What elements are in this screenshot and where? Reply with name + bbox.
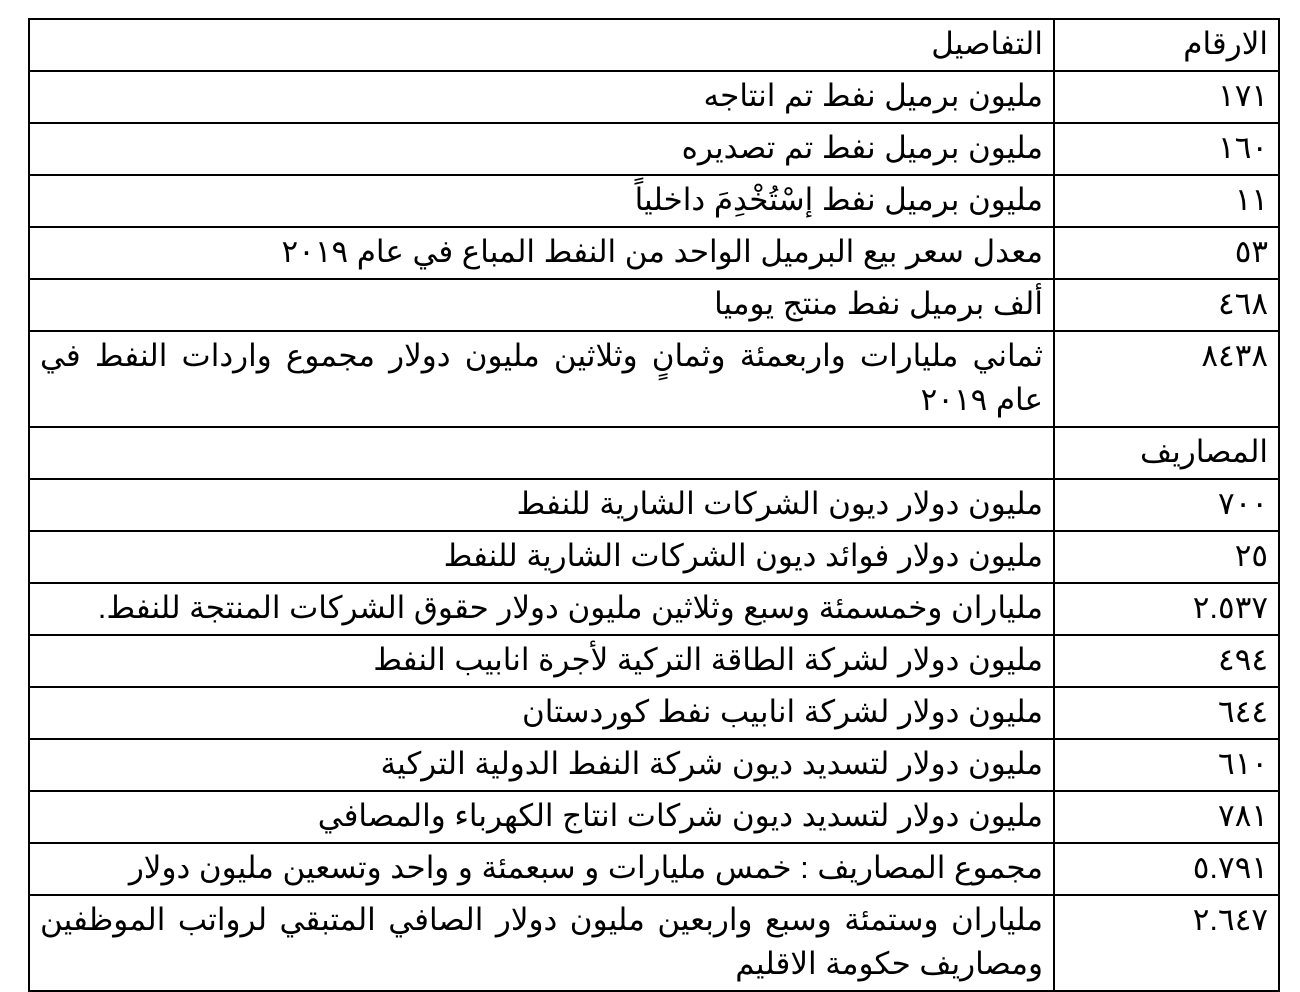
row-detail: مليون دولار لتسديد ديون شركة النفط الدولية التركية (29, 739, 1054, 791)
row-detail: معدل سعر بيع البرميل الواحد من النفط المباع في عام ٢٠١٩ (29, 227, 1054, 279)
row-detail: مليون دولار لتسديد ديون شركات انتاج الكهرباء والمصافي (29, 791, 1054, 843)
table-row (29, 71, 1279, 123)
expenses-label: المصاريف (1054, 427, 1279, 479)
table-row (29, 479, 1279, 531)
row-detail: ملياران وخمسمئة وسبع وثلاثين مليون دولار حقوق الشركات المنتجة للنفط. (29, 583, 1054, 635)
row-number: ١١ (1054, 175, 1279, 227)
expenses-empty-cell (29, 427, 1054, 479)
row-detail: مليون برميل نفط إسْتُخْدِمَ داخلياً (29, 175, 1054, 227)
row-detail: ثماني مليارات واربعمئة وثمانٍ وثلاثين مليون دولار مجموع واردات النفط في عام ٢٠١٩ (29, 331, 1054, 427)
expenses-section-row (29, 427, 1279, 479)
row-number: ٧٨١ (1054, 791, 1279, 843)
oil-revenue-table (28, 18, 1280, 992)
row-number: ١٧١ (1054, 71, 1279, 123)
row-number: ٤٩٤ (1054, 635, 1279, 687)
row-detail: مليون دولار فوائد ديون الشركات الشارية للنفط (29, 531, 1054, 583)
header-details: التفاصيل (29, 19, 1054, 71)
row-number: ٧٠٠ (1054, 479, 1279, 531)
row-number: ٢.٦٤٧ (1054, 895, 1279, 991)
table-row (29, 175, 1279, 227)
row-detail: مليون برميل نفط تم تصديره (29, 123, 1054, 175)
row-detail: مليون دولار لشركة انابيب نفط كوردستان (29, 687, 1054, 739)
header-numbers: الارقام (1054, 19, 1279, 71)
table-row (29, 635, 1279, 687)
table-row (29, 331, 1279, 427)
row-number: ١٦٠ (1054, 123, 1279, 175)
row-number: ٤٦٨ (1054, 279, 1279, 331)
table-row (29, 123, 1279, 175)
row-number: ٦٤٤ (1054, 687, 1279, 739)
row-number: ٥.٧٩١ (1054, 843, 1279, 895)
table-row (29, 739, 1279, 791)
table-row (29, 895, 1279, 991)
row-number: ٢.٥٣٧ (1054, 583, 1279, 635)
row-number: ٨٤٣٨ (1054, 331, 1279, 427)
row-detail: ألف برميل نفط منتج يوميا (29, 279, 1054, 331)
table-header-row (29, 19, 1279, 71)
table-row (29, 791, 1279, 843)
row-detail: مليون برميل نفط تم انتاجه (29, 71, 1054, 123)
row-detail: ملياران وستمئة وسبع واربعين مليون دولار الصافي المتبقي لرواتب الموظفين ومصاريف حكومة الاقليم (29, 895, 1054, 991)
table-row (29, 583, 1279, 635)
table-row (29, 843, 1279, 895)
row-number: ٦١٠ (1054, 739, 1279, 791)
row-number: ٥٣ (1054, 227, 1279, 279)
table-row (29, 227, 1279, 279)
table-row (29, 687, 1279, 739)
row-number: ٢٥ (1054, 531, 1279, 583)
row-detail: مجموع المصاريف : خمس مليارات و سبعمئة و واحد وتسعين مليون دولار (29, 843, 1054, 895)
table-row (29, 531, 1279, 583)
row-detail: مليون دولار لشركة الطاقة التركية لأجرة انابيب النفط (29, 635, 1054, 687)
row-detail: مليون دولار ديون الشركات الشارية للنفط (29, 479, 1054, 531)
table-row (29, 279, 1279, 331)
